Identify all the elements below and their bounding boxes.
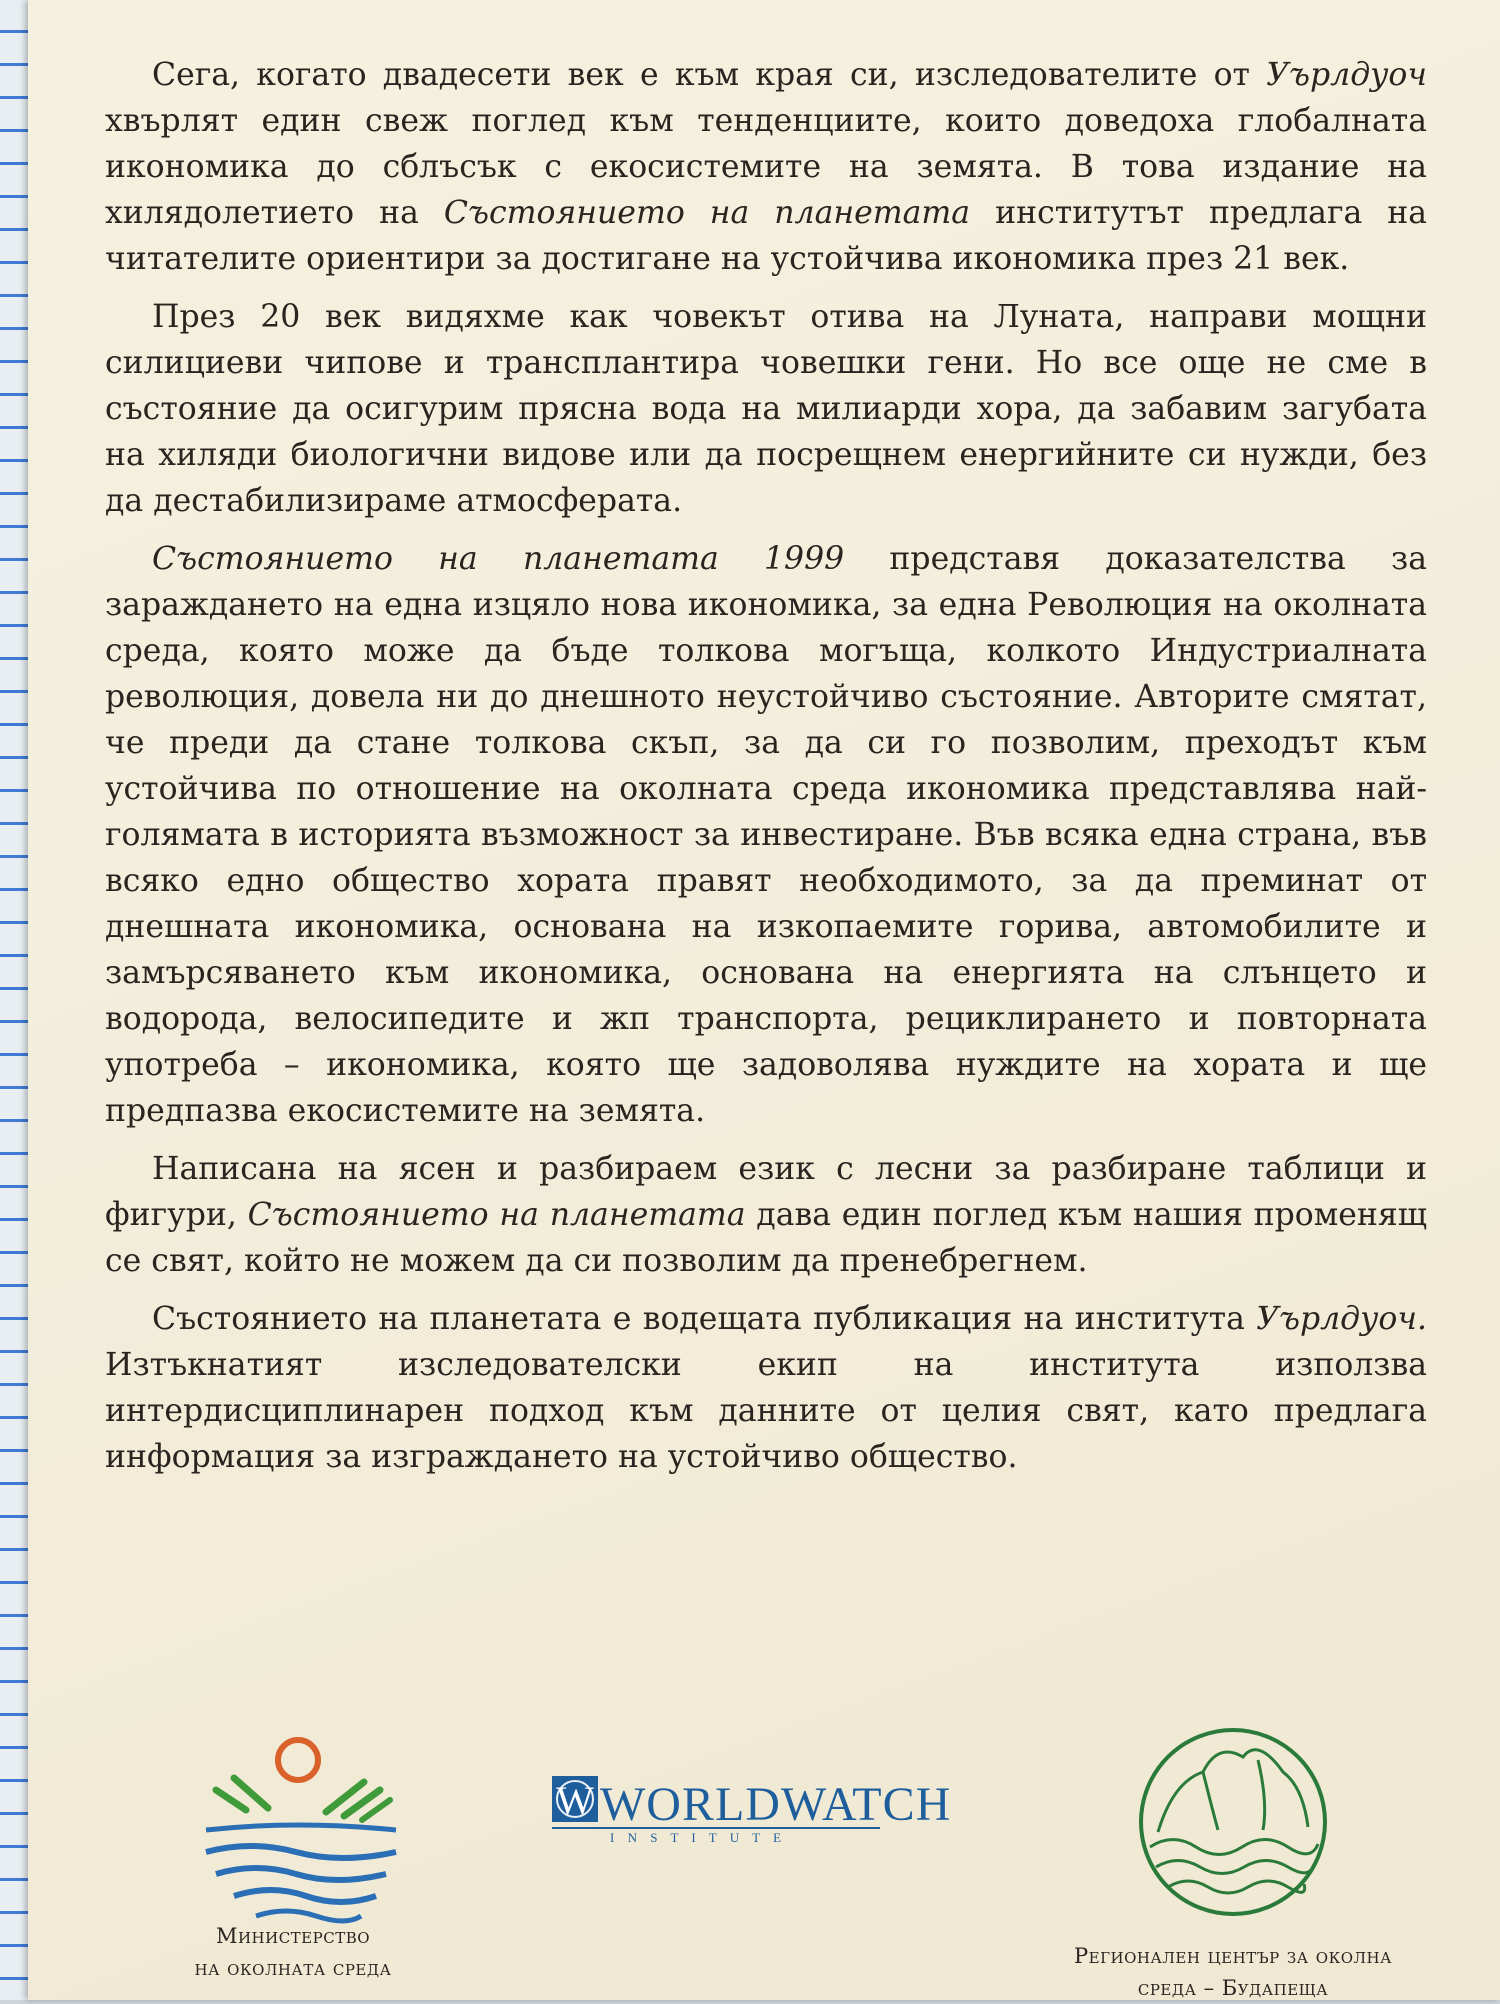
italic-term: Уърлдуоч. [1256, 1301, 1427, 1337]
italic-term: Състоянието на планетата 1999 [152, 541, 845, 577]
paragraph-1: Сега, когато двадесети век е към края си, изследователите от Уърлдуоч хвърлят един свеж поглед към тенденциите, които доведоха глобалната икономика до сблъсък с екосистемите на земята. В това издание на хилядолетието на Състоянието на планетата институтът предлага на читателите ориентири за достигане на устойчива икономика през 21 век. [105, 57, 1427, 277]
book-back-cover [28, 0, 1500, 2000]
ministry-caption: Министерство на околната среда [194, 1924, 392, 1980]
worldwatch-subtitle: I N S T I T U T E [610, 1830, 787, 1845]
paragraph-3: Състоянието на планетата 1999 представя доказателства за зараждането на една изцяло нова икономика, за една Революция на околната среда, която може да бъде толкова могъща, колкото Индустриалната революция, довела ни до днешното неустойчиво състояние. Авторите смятат, че преди да стане толкова скъп, за да си го позволим, преходът към устойчива по отношение на околната среда икономика представлява най-голямата в историята възможност за инвестиране. Във всяка една страна, във всяко едно общество хората правят необходимото, за да преминат от днешната икономика, основана на изкопаемите горива, автомобилите и замърсяването към икономика, основана на енергията на слънцето и водорода, велосипедите и жп транспорта, рециклирането и повторната употреба – икономика, която ще задоволява нуждите на хората и ще предпазва екосистемите на земята. [105, 541, 1427, 1129]
cover-text [105, 52, 1427, 1492]
globe-w-logo [550, 1770, 952, 1850]
italic-term: Състоянието на планетата [247, 1197, 746, 1233]
mountain-circle-logo [1118, 1712, 1348, 1932]
paragraph-5: Състоянието на планетата е водещата публикация на института Уърлдуоч. Изтъкнатият изследователски екип на института използва интердисциплинарен подход към данните от целия свят, като предлага информация за изграждането на устойчиво общество. [105, 1301, 1427, 1475]
italic-term: Уърлдуоч [1266, 57, 1427, 93]
sun-over-waves-logo [176, 1712, 416, 1952]
italic-term: Състоянието на планетата [443, 195, 971, 231]
worldwatch-name: WORLDWATCH [600, 1778, 952, 1831]
svg-text:W: W [556, 1778, 594, 1823]
paragraph-4: Написана на ясен и разбираем език с лесни за разбиране таблици и фигури, Състоянието на планетата дава един поглед към нашия променящ се свят, който не можем да си позволим да пренебрегнем. [105, 1151, 1428, 1279]
paragraph-2: През 20 век видяхме как човекът отива на Луната, направи мощни силициеви чипове и трансплантира човешки гени. Но все още не сме в състояние да осигурим прясна вода на милиарди хора, да забавим загубата на хиляди биологични видове или да посрещнем енергийните си нужди, без да дестабилизираме атмосферата. [105, 299, 1427, 519]
rec-caption: Регионален център за околна среда – Будапеща [1074, 1944, 1392, 2000]
notebook-paper-edge [0, 0, 28, 2000]
